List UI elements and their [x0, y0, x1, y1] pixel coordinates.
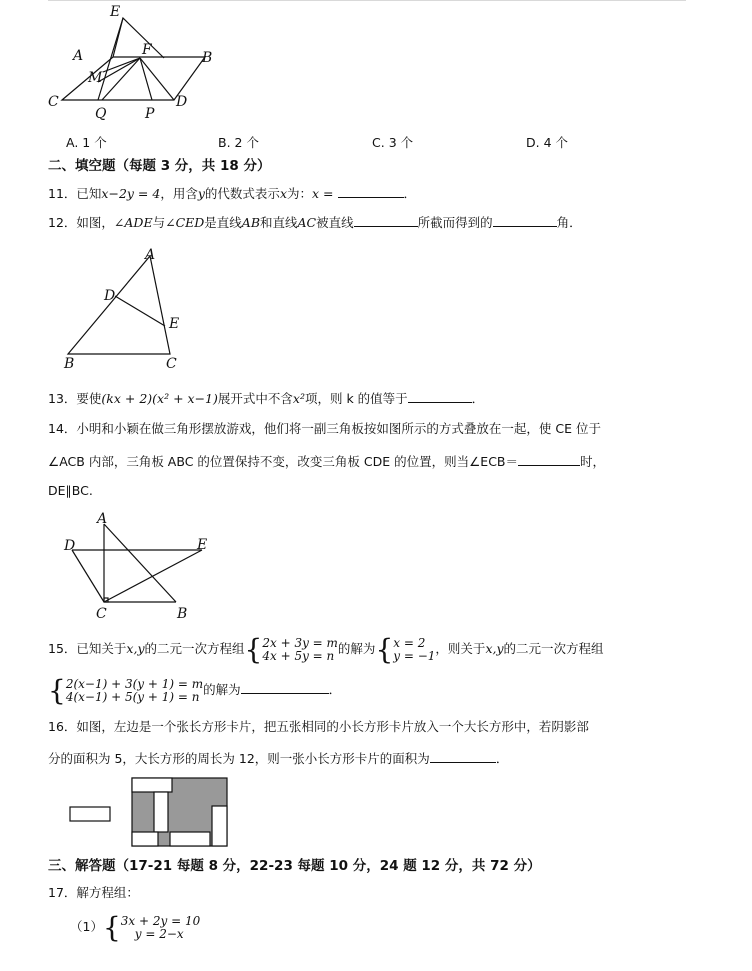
question-16-line-1: 16．如图，左边是一个张长方形卡片，把五张相同的小长方形卡片放入一个大长方形中，若阴影部	[48, 719, 589, 734]
question-15-line-2: {2(x−1) + 3(y + 1) = m 4(x−1) + 5(y + 1) = n 的解为 ．	[48, 673, 342, 707]
label-p: P	[145, 106, 155, 122]
label-a: A	[97, 511, 108, 527]
label-a: A	[73, 48, 84, 64]
answer-blank[interactable]	[430, 749, 496, 763]
question-17: 17．解方程组：	[48, 885, 139, 900]
page-top-rule	[48, 0, 686, 1]
answer-blank[interactable]	[241, 680, 329, 694]
label-e: E	[110, 4, 121, 20]
label-q: Q	[95, 106, 107, 122]
answer-blank[interactable]	[518, 452, 580, 466]
question-15-line-1: 15．已知关于x,y的二元一次方程组{2x + 3y = m 4x + 5y = n 的解为{x = 2 y = −1，则关于x,y的二元一次方程组	[48, 632, 604, 666]
label-b: B	[64, 356, 75, 372]
question-14-line-3: DE∥BC.	[48, 483, 93, 498]
label-d: D	[104, 288, 116, 304]
label-b: B	[177, 606, 188, 622]
line-fp	[140, 58, 152, 100]
option-d: D. 4 个	[526, 135, 569, 150]
figure-rectangle-cards	[66, 776, 246, 851]
question-12: 12．如图，∠ADE与∠CED是直线AB和直线AC被直线 所截而得到的 角．	[48, 215, 582, 230]
answer-blank[interactable]	[338, 184, 404, 198]
question-14-line-2: ∠ACB 内部，三角板 ABC 的位置保持不变，改变三角板 CDE 的位置，则当∠ECB＝ 时，	[48, 454, 606, 469]
question-14-line-1: 14．小明和小颖在做三角形摆放游戏，他们将一副三角板按如图所示的方式叠放在一起，使 CE 位于	[48, 421, 601, 436]
small-card	[70, 807, 110, 821]
option-c: C. 3 个	[372, 135, 414, 150]
figure-triangle-boards	[60, 510, 230, 625]
question-13: 13．要使(kx + 2)(x² + x−1)展开式中不含x²项，则 k 的值等于 ．	[48, 391, 485, 406]
label-d: D	[64, 538, 76, 554]
option-b: B. 2 个	[218, 135, 259, 150]
label-c: C	[166, 356, 177, 372]
label-e: E	[169, 316, 180, 332]
label-m: M	[88, 70, 103, 86]
label-a: A	[145, 247, 156, 263]
label-d: D	[176, 94, 188, 110]
answer-blank-line[interactable]	[354, 213, 418, 227]
question-16-line-2: 分的面积为 5，大长方形的周长为 12，则一张小长方形卡片的面积为 ．	[48, 751, 509, 766]
answer-blank-angle[interactable]	[493, 213, 557, 227]
label-c: C	[96, 606, 107, 622]
label-e: E	[197, 537, 208, 553]
figure-parallelogram	[40, 4, 240, 124]
question-17-part-1: （1）{3x + 2y = 10 y = 2−x	[70, 910, 201, 944]
figure-triangle-abc	[60, 248, 200, 373]
option-a: A. 1 个	[66, 135, 107, 150]
label-b: B	[202, 50, 213, 66]
line-fq	[102, 58, 140, 100]
section-2-heading: 二、填空题（每题 3 分，共 18 分）	[48, 158, 271, 174]
label-f: F	[142, 42, 152, 58]
question-11: 11．已知x−2y = 4，用含y的代数式表示x为：x = ．	[48, 186, 417, 201]
answer-blank[interactable]	[408, 389, 472, 403]
label-c: C	[48, 94, 59, 110]
section-3-heading: 三、解答题（17-21 每题 8 分，22-23 每题 10 分，24 题 12 分，共 72 分）	[48, 858, 541, 874]
